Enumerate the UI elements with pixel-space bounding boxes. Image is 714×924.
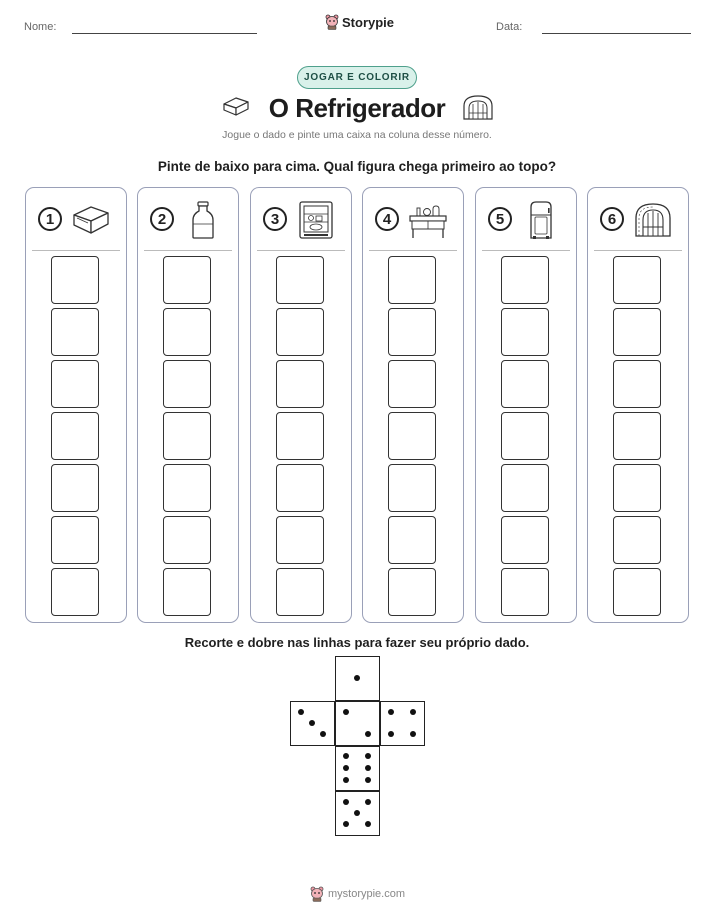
color-box[interactable] bbox=[163, 412, 211, 460]
color-box[interactable] bbox=[163, 464, 211, 512]
subtitle: Jogue o dado e pinte uma caixa na coluna desse número. bbox=[222, 129, 492, 141]
name-line bbox=[72, 33, 257, 34]
fridge-closed-icon bbox=[521, 200, 561, 240]
color-box[interactable] bbox=[388, 516, 436, 564]
color-box[interactable] bbox=[388, 308, 436, 356]
color-box[interactable] bbox=[51, 412, 99, 460]
column-number: 5 bbox=[488, 207, 512, 231]
brand-name: Storypie bbox=[342, 14, 395, 30]
die-face-four bbox=[380, 701, 425, 746]
color-box[interactable] bbox=[613, 256, 661, 304]
column-2 bbox=[137, 187, 239, 623]
column-3 bbox=[250, 187, 352, 623]
column-1 bbox=[25, 187, 127, 623]
color-box[interactable] bbox=[276, 464, 324, 512]
color-box[interactable] bbox=[388, 464, 436, 512]
kitchen-counter-icon bbox=[408, 200, 448, 240]
column-number: 3 bbox=[263, 207, 287, 231]
color-box[interactable] bbox=[388, 256, 436, 304]
color-box[interactable] bbox=[51, 516, 99, 564]
footer-url: mystorypie.com bbox=[328, 888, 406, 900]
color-box[interactable] bbox=[613, 568, 661, 616]
color-box[interactable] bbox=[501, 516, 549, 564]
color-box[interactable] bbox=[51, 256, 99, 304]
storypie-mascot-icon bbox=[310, 886, 324, 902]
name-label: Nome: bbox=[24, 21, 57, 33]
oven-icon bbox=[462, 94, 494, 120]
color-box[interactable] bbox=[388, 360, 436, 408]
color-box[interactable] bbox=[501, 360, 549, 408]
die-face-two bbox=[335, 701, 380, 746]
column-6 bbox=[587, 187, 689, 623]
column-number: 1 bbox=[38, 207, 62, 231]
color-box[interactable] bbox=[163, 360, 211, 408]
color-box[interactable] bbox=[51, 360, 99, 408]
color-box[interactable] bbox=[163, 516, 211, 564]
column-divider bbox=[144, 250, 232, 251]
column-divider bbox=[482, 250, 570, 251]
column-divider bbox=[32, 250, 120, 251]
color-box[interactable] bbox=[613, 308, 661, 356]
page-title: O Refrigerador bbox=[268, 93, 446, 123]
die-face-six bbox=[335, 746, 380, 791]
instruction: Pinte de baixo para cima. Qual figura chega primeiro ao topo? bbox=[157, 159, 557, 174]
column-divider bbox=[594, 250, 682, 251]
column-divider bbox=[257, 250, 345, 251]
color-box[interactable] bbox=[388, 412, 436, 460]
color-box[interactable] bbox=[613, 360, 661, 408]
color-box[interactable] bbox=[163, 256, 211, 304]
die-face-three bbox=[290, 701, 335, 746]
column-4 bbox=[362, 187, 464, 623]
color-box[interactable] bbox=[276, 308, 324, 356]
color-box[interactable] bbox=[613, 412, 661, 460]
fridge-open-icon bbox=[296, 200, 336, 240]
color-box[interactable] bbox=[51, 464, 99, 512]
color-box[interactable] bbox=[51, 308, 99, 356]
color-box[interactable] bbox=[276, 568, 324, 616]
color-box[interactable] bbox=[501, 308, 549, 356]
color-box[interactable] bbox=[501, 568, 549, 616]
column-number: 6 bbox=[600, 207, 624, 231]
die-face-five bbox=[335, 791, 380, 836]
color-box[interactable] bbox=[276, 256, 324, 304]
brand-logo bbox=[325, 14, 394, 30]
column-number: 4 bbox=[375, 207, 399, 231]
cut-instruction: Recorte e dobre nas linhas para fazer seu próprio dado. bbox=[184, 635, 530, 650]
color-box[interactable] bbox=[51, 568, 99, 616]
footer bbox=[310, 886, 405, 902]
color-box[interactable] bbox=[613, 516, 661, 564]
column-5 bbox=[475, 187, 577, 623]
color-box[interactable] bbox=[276, 412, 324, 460]
oven-icon bbox=[633, 200, 673, 240]
milk-bottle-icon bbox=[183, 200, 223, 240]
butter-icon bbox=[71, 200, 111, 240]
date-label: Data: bbox=[496, 21, 523, 33]
color-box[interactable] bbox=[163, 308, 211, 356]
activity-badge: JOGAR E COLORIR bbox=[297, 66, 417, 89]
storypie-mascot-icon bbox=[325, 14, 339, 30]
color-box[interactable] bbox=[388, 568, 436, 616]
color-box[interactable] bbox=[276, 516, 324, 564]
color-box[interactable] bbox=[501, 412, 549, 460]
die-face-one bbox=[335, 656, 380, 701]
color-box[interactable] bbox=[276, 360, 324, 408]
date-line bbox=[542, 33, 691, 34]
color-box[interactable] bbox=[501, 256, 549, 304]
color-box[interactable] bbox=[163, 568, 211, 616]
column-number: 2 bbox=[150, 207, 174, 231]
color-box[interactable] bbox=[501, 464, 549, 512]
color-box[interactable] bbox=[613, 464, 661, 512]
column-divider bbox=[369, 250, 457, 251]
